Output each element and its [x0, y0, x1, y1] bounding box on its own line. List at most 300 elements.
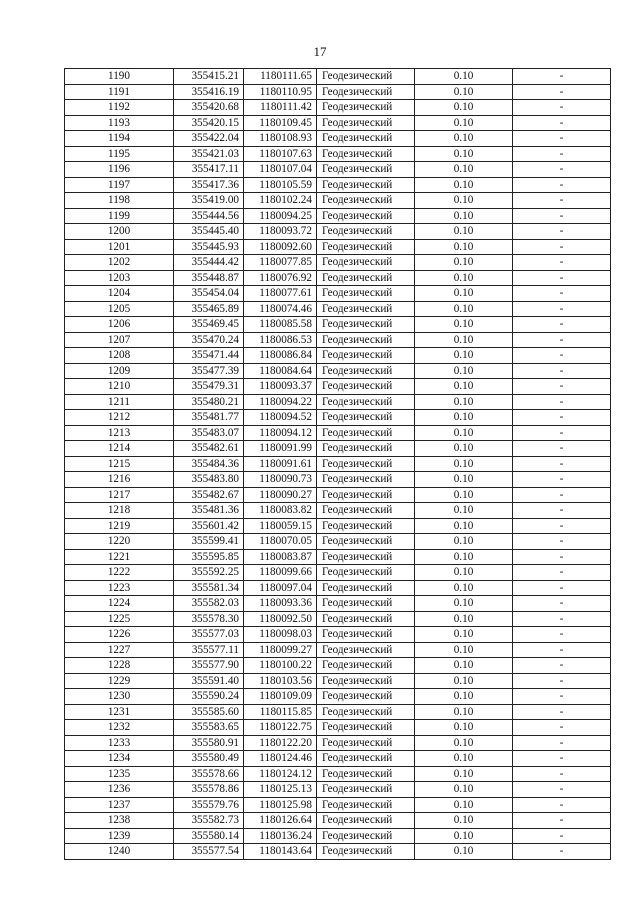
- note-cell: -: [513, 270, 611, 286]
- method-cell: Геодезический: [317, 704, 415, 720]
- point-number-cell: 1210: [65, 379, 174, 395]
- coordinates-table: [64, 68, 611, 860]
- table-row: [65, 317, 611, 333]
- y-coordinate-cell: 1180086.84: [244, 348, 317, 364]
- x-coordinate-cell: 355483.07: [174, 425, 244, 441]
- x-coordinate-cell: 355582.73: [174, 813, 244, 829]
- method-cell: Геодезический: [317, 627, 415, 643]
- point-number-cell: 1207: [65, 332, 174, 348]
- table-row: [65, 611, 611, 627]
- accuracy-cell: 0.10: [415, 658, 513, 674]
- accuracy-cell: 0.10: [415, 580, 513, 596]
- y-coordinate-cell: 1180099.66: [244, 565, 317, 581]
- point-number-cell: 1192: [65, 100, 174, 116]
- table-row: [65, 782, 611, 798]
- method-cell: Геодезический: [317, 100, 415, 116]
- point-number-cell: 1220: [65, 534, 174, 550]
- method-cell: Геодезический: [317, 115, 415, 131]
- method-cell: Геодезический: [317, 658, 415, 674]
- accuracy-cell: 0.10: [415, 177, 513, 193]
- point-number-cell: 1206: [65, 317, 174, 333]
- y-coordinate-cell: 1180143.64: [244, 844, 317, 860]
- accuracy-cell: 0.10: [415, 782, 513, 798]
- accuracy-cell: 0.10: [415, 162, 513, 178]
- table-row: [65, 596, 611, 612]
- note-cell: -: [513, 503, 611, 519]
- accuracy-cell: 0.10: [415, 410, 513, 426]
- table-row: [65, 456, 611, 472]
- method-cell: Геодезический: [317, 828, 415, 844]
- note-cell: -: [513, 441, 611, 457]
- table-row: [65, 534, 611, 550]
- y-coordinate-cell: 1180122.75: [244, 720, 317, 736]
- point-number-cell: 1194: [65, 131, 174, 147]
- y-coordinate-cell: 1180092.60: [244, 239, 317, 255]
- point-number-cell: 1226: [65, 627, 174, 643]
- table-row: [65, 766, 611, 782]
- table-row: [65, 84, 611, 100]
- y-coordinate-cell: 1180111.65: [244, 69, 317, 85]
- x-coordinate-cell: 355579.76: [174, 797, 244, 813]
- x-coordinate-cell: 355583.65: [174, 720, 244, 736]
- method-cell: Геодезический: [317, 270, 415, 286]
- table-row: [65, 518, 611, 534]
- y-coordinate-cell: 1180122.20: [244, 735, 317, 751]
- x-coordinate-cell: 355580.49: [174, 751, 244, 767]
- note-cell: -: [513, 596, 611, 612]
- table-row: [65, 239, 611, 255]
- method-cell: Геодезический: [317, 317, 415, 333]
- page-number: 17: [313, 44, 327, 59]
- accuracy-cell: 0.10: [415, 363, 513, 379]
- table-row: [65, 425, 611, 441]
- table-row: [65, 394, 611, 410]
- accuracy-cell: 0.10: [415, 534, 513, 550]
- note-cell: -: [513, 363, 611, 379]
- x-coordinate-cell: 355483.80: [174, 472, 244, 488]
- accuracy-cell: 0.10: [415, 503, 513, 519]
- x-coordinate-cell: 355581.34: [174, 580, 244, 596]
- table-row: [65, 301, 611, 317]
- table-row: [65, 363, 611, 379]
- method-cell: Геодезический: [317, 797, 415, 813]
- note-cell: -: [513, 301, 611, 317]
- x-coordinate-cell: 355477.39: [174, 363, 244, 379]
- x-coordinate-cell: 355590.24: [174, 689, 244, 705]
- accuracy-cell: 0.10: [415, 828, 513, 844]
- accuracy-cell: 0.10: [415, 69, 513, 85]
- point-number-cell: 1239: [65, 828, 174, 844]
- method-cell: Геодезический: [317, 208, 415, 224]
- y-coordinate-cell: 1180105.59: [244, 177, 317, 193]
- x-coordinate-cell: 355578.86: [174, 782, 244, 798]
- table-row: [65, 580, 611, 596]
- note-cell: -: [513, 348, 611, 364]
- note-cell: -: [513, 193, 611, 209]
- note-cell: -: [513, 131, 611, 147]
- point-number-cell: 1219: [65, 518, 174, 534]
- table-row: [65, 208, 611, 224]
- point-number-cell: 1211: [65, 394, 174, 410]
- x-coordinate-cell: 355577.03: [174, 627, 244, 643]
- note-cell: -: [513, 410, 611, 426]
- accuracy-cell: 0.10: [415, 100, 513, 116]
- note-cell: -: [513, 534, 611, 550]
- y-coordinate-cell: 1180110.95: [244, 84, 317, 100]
- table-row: [65, 193, 611, 209]
- point-number-cell: 1200: [65, 224, 174, 240]
- table-row: [65, 177, 611, 193]
- table-row: [65, 410, 611, 426]
- table-row: [65, 472, 611, 488]
- y-coordinate-cell: 1180103.56: [244, 673, 317, 689]
- point-number-cell: 1230: [65, 689, 174, 705]
- x-coordinate-cell: 355448.87: [174, 270, 244, 286]
- x-coordinate-cell: 355444.42: [174, 255, 244, 271]
- y-coordinate-cell: 1180093.37: [244, 379, 317, 395]
- point-number-cell: 1199: [65, 208, 174, 224]
- method-cell: Геодезический: [317, 146, 415, 162]
- table-row: [65, 673, 611, 689]
- x-coordinate-cell: 355417.36: [174, 177, 244, 193]
- point-number-cell: 1201: [65, 239, 174, 255]
- y-coordinate-cell: 1180111.42: [244, 100, 317, 116]
- note-cell: -: [513, 487, 611, 503]
- accuracy-cell: 0.10: [415, 84, 513, 100]
- point-number-cell: 1208: [65, 348, 174, 364]
- y-coordinate-cell: 1180094.12: [244, 425, 317, 441]
- table-row: [65, 751, 611, 767]
- accuracy-cell: 0.10: [415, 456, 513, 472]
- x-coordinate-cell: 355482.67: [174, 487, 244, 503]
- note-cell: -: [513, 394, 611, 410]
- note-cell: -: [513, 813, 611, 829]
- point-number-cell: 1235: [65, 766, 174, 782]
- note-cell: -: [513, 425, 611, 441]
- method-cell: Геодезический: [317, 348, 415, 364]
- note-cell: -: [513, 379, 611, 395]
- method-cell: Геодезический: [317, 596, 415, 612]
- x-coordinate-cell: 355470.24: [174, 332, 244, 348]
- note-cell: -: [513, 146, 611, 162]
- method-cell: Геодезический: [317, 456, 415, 472]
- note-cell: -: [513, 84, 611, 100]
- x-coordinate-cell: 355482.61: [174, 441, 244, 457]
- x-coordinate-cell: 355578.66: [174, 766, 244, 782]
- y-coordinate-cell: 1180093.72: [244, 224, 317, 240]
- point-number-cell: 1236: [65, 782, 174, 798]
- note-cell: -: [513, 317, 611, 333]
- method-cell: Геодезический: [317, 673, 415, 689]
- y-coordinate-cell: 1180126.64: [244, 813, 317, 829]
- y-coordinate-cell: 1180077.85: [244, 255, 317, 271]
- point-number-cell: 1203: [65, 270, 174, 286]
- point-number-cell: 1204: [65, 286, 174, 302]
- table-row: [65, 813, 611, 829]
- method-cell: Геодезический: [317, 84, 415, 100]
- method-cell: Геодезический: [317, 534, 415, 550]
- accuracy-cell: 0.10: [415, 224, 513, 240]
- note-cell: -: [513, 580, 611, 596]
- method-cell: Геодезический: [317, 425, 415, 441]
- y-coordinate-cell: 1180083.82: [244, 503, 317, 519]
- y-coordinate-cell: 1180094.25: [244, 208, 317, 224]
- x-coordinate-cell: 355595.85: [174, 549, 244, 565]
- accuracy-cell: 0.10: [415, 270, 513, 286]
- table-row: [65, 627, 611, 643]
- accuracy-cell: 0.10: [415, 673, 513, 689]
- point-number-cell: 1205: [65, 301, 174, 317]
- y-coordinate-cell: 1180099.27: [244, 642, 317, 658]
- note-cell: -: [513, 627, 611, 643]
- note-cell: -: [513, 239, 611, 255]
- y-coordinate-cell: 1180109.45: [244, 115, 317, 131]
- table-row: [65, 565, 611, 581]
- x-coordinate-cell: 355416.19: [174, 84, 244, 100]
- method-cell: Геодезический: [317, 363, 415, 379]
- method-cell: Геодезический: [317, 766, 415, 782]
- point-number-cell: 1195: [65, 146, 174, 162]
- method-cell: Геодезический: [317, 286, 415, 302]
- accuracy-cell: 0.10: [415, 611, 513, 627]
- accuracy-cell: 0.10: [415, 689, 513, 705]
- y-coordinate-cell: 1180125.98: [244, 797, 317, 813]
- accuracy-cell: 0.10: [415, 255, 513, 271]
- point-number-cell: 1213: [65, 425, 174, 441]
- point-number-cell: 1193: [65, 115, 174, 131]
- method-cell: Геодезический: [317, 689, 415, 705]
- table-row: [65, 131, 611, 147]
- point-number-cell: 1215: [65, 456, 174, 472]
- x-coordinate-cell: 355582.03: [174, 596, 244, 612]
- method-cell: Геодезический: [317, 410, 415, 426]
- x-coordinate-cell: 355419.00: [174, 193, 244, 209]
- point-number-cell: 1221: [65, 549, 174, 565]
- y-coordinate-cell: 1180090.27: [244, 487, 317, 503]
- note-cell: -: [513, 766, 611, 782]
- table-row: [65, 720, 611, 736]
- point-number-cell: 1231: [65, 704, 174, 720]
- y-coordinate-cell: 1180102.24: [244, 193, 317, 209]
- method-cell: Геодезический: [317, 580, 415, 596]
- method-cell: Геодезический: [317, 69, 415, 85]
- point-number-cell: 1190: [65, 69, 174, 85]
- point-number-cell: 1212: [65, 410, 174, 426]
- method-cell: Геодезический: [317, 193, 415, 209]
- y-coordinate-cell: 1180085.58: [244, 317, 317, 333]
- method-cell: Геодезический: [317, 642, 415, 658]
- accuracy-cell: 0.10: [415, 549, 513, 565]
- accuracy-cell: 0.10: [415, 565, 513, 581]
- y-coordinate-cell: 1180091.99: [244, 441, 317, 457]
- point-number-cell: 1223: [65, 580, 174, 596]
- method-cell: Геодезический: [317, 487, 415, 503]
- note-cell: -: [513, 704, 611, 720]
- table-row: [65, 704, 611, 720]
- x-coordinate-cell: 355580.14: [174, 828, 244, 844]
- accuracy-cell: 0.10: [415, 813, 513, 829]
- note-cell: -: [513, 797, 611, 813]
- point-number-cell: 1197: [65, 177, 174, 193]
- note-cell: -: [513, 735, 611, 751]
- x-coordinate-cell: 355481.36: [174, 503, 244, 519]
- point-number-cell: 1224: [65, 596, 174, 612]
- table-row: [65, 549, 611, 565]
- accuracy-cell: 0.10: [415, 441, 513, 457]
- method-cell: Геодезический: [317, 394, 415, 410]
- accuracy-cell: 0.10: [415, 348, 513, 364]
- y-coordinate-cell: 1180109.09: [244, 689, 317, 705]
- method-cell: Геодезический: [317, 813, 415, 829]
- x-coordinate-cell: 355592.25: [174, 565, 244, 581]
- note-cell: -: [513, 456, 611, 472]
- x-coordinate-cell: 355445.40: [174, 224, 244, 240]
- table-row: [65, 146, 611, 162]
- note-cell: -: [513, 162, 611, 178]
- method-cell: Геодезический: [317, 131, 415, 147]
- accuracy-cell: 0.10: [415, 317, 513, 333]
- table-row: [65, 658, 611, 674]
- x-coordinate-cell: 355591.40: [174, 673, 244, 689]
- method-cell: Геодезический: [317, 844, 415, 860]
- y-coordinate-cell: 1180094.22: [244, 394, 317, 410]
- table-row: [65, 224, 611, 240]
- y-coordinate-cell: 1180094.52: [244, 410, 317, 426]
- y-coordinate-cell: 1180059.15: [244, 518, 317, 534]
- x-coordinate-cell: 355481.77: [174, 410, 244, 426]
- method-cell: Геодезический: [317, 224, 415, 240]
- accuracy-cell: 0.10: [415, 844, 513, 860]
- y-coordinate-cell: 1180107.04: [244, 162, 317, 178]
- x-coordinate-cell: 355480.21: [174, 394, 244, 410]
- y-coordinate-cell: 1180108.93: [244, 131, 317, 147]
- point-number-cell: 1191: [65, 84, 174, 100]
- table-row: [65, 689, 611, 705]
- note-cell: -: [513, 69, 611, 85]
- table-row: [65, 487, 611, 503]
- point-number-cell: 1217: [65, 487, 174, 503]
- accuracy-cell: 0.10: [415, 627, 513, 643]
- point-number-cell: 1225: [65, 611, 174, 627]
- x-coordinate-cell: 355445.93: [174, 239, 244, 255]
- y-coordinate-cell: 1180070.05: [244, 534, 317, 550]
- note-cell: -: [513, 100, 611, 116]
- accuracy-cell: 0.10: [415, 735, 513, 751]
- accuracy-cell: 0.10: [415, 332, 513, 348]
- table-row: [65, 379, 611, 395]
- y-coordinate-cell: 1180084.64: [244, 363, 317, 379]
- y-coordinate-cell: 1180098.03: [244, 627, 317, 643]
- y-coordinate-cell: 1180124.12: [244, 766, 317, 782]
- x-coordinate-cell: 355580.91: [174, 735, 244, 751]
- accuracy-cell: 0.10: [415, 720, 513, 736]
- x-coordinate-cell: 355577.54: [174, 844, 244, 860]
- accuracy-cell: 0.10: [415, 146, 513, 162]
- point-number-cell: 1238: [65, 813, 174, 829]
- accuracy-cell: 0.10: [415, 239, 513, 255]
- x-coordinate-cell: 355465.89: [174, 301, 244, 317]
- x-coordinate-cell: 355599.41: [174, 534, 244, 550]
- x-coordinate-cell: 355479.31: [174, 379, 244, 395]
- method-cell: Геодезический: [317, 611, 415, 627]
- y-coordinate-cell: 1180107.63: [244, 146, 317, 162]
- method-cell: Геодезический: [317, 518, 415, 534]
- note-cell: -: [513, 565, 611, 581]
- point-number-cell: 1232: [65, 720, 174, 736]
- coordinates-table-body: [65, 69, 611, 860]
- accuracy-cell: 0.10: [415, 642, 513, 658]
- accuracy-cell: 0.10: [415, 208, 513, 224]
- accuracy-cell: 0.10: [415, 301, 513, 317]
- method-cell: Геодезический: [317, 549, 415, 565]
- point-number-cell: 1216: [65, 472, 174, 488]
- point-number-cell: 1198: [65, 193, 174, 209]
- note-cell: -: [513, 115, 611, 131]
- accuracy-cell: 0.10: [415, 596, 513, 612]
- table-row: [65, 286, 611, 302]
- x-coordinate-cell: 355585.60: [174, 704, 244, 720]
- table-row: [65, 735, 611, 751]
- table-row: [65, 162, 611, 178]
- x-coordinate-cell: 355577.11: [174, 642, 244, 658]
- table-row: [65, 441, 611, 457]
- method-cell: Геодезический: [317, 301, 415, 317]
- method-cell: Геодезический: [317, 332, 415, 348]
- x-coordinate-cell: 355415.21: [174, 69, 244, 85]
- x-coordinate-cell: 355484.36: [174, 456, 244, 472]
- note-cell: -: [513, 658, 611, 674]
- accuracy-cell: 0.10: [415, 193, 513, 209]
- accuracy-cell: 0.10: [415, 425, 513, 441]
- table-row: [65, 642, 611, 658]
- method-cell: Геодезический: [317, 162, 415, 178]
- note-cell: -: [513, 673, 611, 689]
- note-cell: -: [513, 472, 611, 488]
- note-cell: -: [513, 549, 611, 565]
- point-number-cell: 1233: [65, 735, 174, 751]
- table-row: [65, 828, 611, 844]
- y-coordinate-cell: 1180092.50: [244, 611, 317, 627]
- y-coordinate-cell: 1180083.87: [244, 549, 317, 565]
- point-number-cell: 1218: [65, 503, 174, 519]
- accuracy-cell: 0.10: [415, 115, 513, 131]
- point-number-cell: 1214: [65, 441, 174, 457]
- y-coordinate-cell: 1180076.92: [244, 270, 317, 286]
- point-number-cell: 1240: [65, 844, 174, 860]
- point-number-cell: 1202: [65, 255, 174, 271]
- accuracy-cell: 0.10: [415, 379, 513, 395]
- method-cell: Геодезический: [317, 472, 415, 488]
- note-cell: -: [513, 286, 611, 302]
- note-cell: -: [513, 611, 611, 627]
- x-coordinate-cell: 355420.68: [174, 100, 244, 116]
- point-number-cell: 1234: [65, 751, 174, 767]
- note-cell: -: [513, 828, 611, 844]
- x-coordinate-cell: 355417.11: [174, 162, 244, 178]
- point-number-cell: 1229: [65, 673, 174, 689]
- accuracy-cell: 0.10: [415, 704, 513, 720]
- x-coordinate-cell: 355578.30: [174, 611, 244, 627]
- method-cell: Геодезический: [317, 720, 415, 736]
- accuracy-cell: 0.10: [415, 487, 513, 503]
- table-row: [65, 69, 611, 85]
- accuracy-cell: 0.10: [415, 472, 513, 488]
- point-number-cell: 1227: [65, 642, 174, 658]
- y-coordinate-cell: 1180086.53: [244, 332, 317, 348]
- x-coordinate-cell: 355444.56: [174, 208, 244, 224]
- method-cell: Геодезический: [317, 565, 415, 581]
- method-cell: Геодезический: [317, 441, 415, 457]
